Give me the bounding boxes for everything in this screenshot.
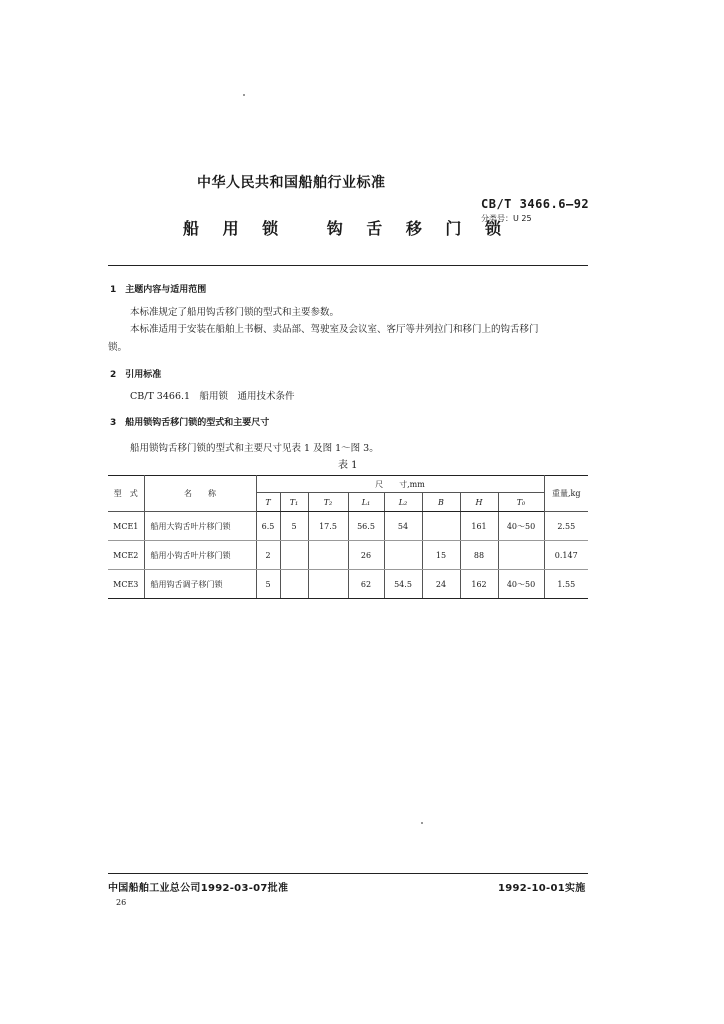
header-dim-col: T [256, 493, 280, 512]
section-2-heading: 2 引用标准 [110, 370, 162, 380]
header-weight: 重量,kg [544, 476, 588, 512]
cell-T0 [498, 541, 544, 570]
table-row [108, 570, 588, 599]
cell-weight: 0.147 [544, 541, 588, 570]
cell-T1 [280, 541, 308, 570]
cell-L2: 54.5 [384, 570, 422, 599]
cell-type: MCE3 [108, 570, 144, 599]
table-row [108, 512, 588, 541]
cell-L1: 26 [348, 541, 384, 570]
header-dim-col: L₂ [384, 493, 422, 512]
cell-T1: 5 [280, 512, 308, 541]
cell-B: 15 [422, 541, 460, 570]
cell-weight: 1.55 [544, 570, 588, 599]
cell-T: 6.5 [256, 512, 280, 541]
section-1-paragraph-2-continued: 锁。 [108, 342, 128, 353]
cell-H: 161 [460, 512, 498, 541]
scan-speck [243, 94, 245, 96]
table-row [108, 541, 588, 570]
cell-H: 88 [460, 541, 498, 570]
header-name: 名 称 [144, 476, 256, 512]
cell-L2: 54 [384, 512, 422, 541]
header-dim-col: T₀ [498, 493, 544, 512]
cell-L1: 62 [348, 570, 384, 599]
table-caption: 表 1 [338, 460, 358, 471]
cell-type: MCE1 [108, 512, 144, 541]
cell-T1 [280, 570, 308, 599]
header-dim-col: T₂ [308, 493, 348, 512]
page-number: 26 [116, 898, 127, 907]
implementation-date: 1992-10-01实施 [498, 883, 586, 894]
header-type: 型 式 [108, 476, 144, 512]
cell-T0: 40～50 [498, 570, 544, 599]
header-dim-col: B [422, 493, 460, 512]
cell-B [422, 512, 460, 541]
referenced-standard: CB/T 3466.1 船用锁 通用技术条件 [130, 391, 295, 402]
section-1-paragraph-2: 本标准适用于安装在船舶上书橱、卖品部、驾驶室及会议室、客厅等井列拉门和移门上的钩舌移门 [130, 324, 539, 335]
section-3-intro: 船用锁钩舌移门锁的型式和主要尺寸见表 1 及图 1～图 3。 [130, 443, 379, 454]
dimensions-table [108, 475, 588, 599]
header-dim-col: T₁ [280, 493, 308, 512]
cell-weight: 2.55 [544, 512, 588, 541]
classification-number: 分类号：U 25 [481, 214, 532, 223]
document-title: 船 用 锁 钩 舌 移 门 锁 [183, 219, 510, 238]
cell-T0: 40～50 [498, 512, 544, 541]
cell-H: 162 [460, 570, 498, 599]
cell-name: 船用钩舌调子移门锁 [144, 570, 256, 599]
cell-name: 船用大钩舌叶片移门锁 [144, 512, 256, 541]
cell-T2: 17.5 [308, 512, 348, 541]
section-1-heading: 1 主题内容与适用范围 [110, 285, 207, 295]
header-dim-col: H [460, 493, 498, 512]
cell-name: 船用小钩舌叶片移门锁 [144, 541, 256, 570]
scan-speck [421, 822, 423, 824]
header-dimensions: 尺 寸,mm [256, 476, 544, 493]
section-1-paragraph-1: 本标准规定了船用钩舌移门锁的型式和主要参数。 [130, 307, 340, 318]
cell-B: 24 [422, 570, 460, 599]
header-rule [108, 265, 588, 266]
cell-T2 [308, 570, 348, 599]
footer-rule [108, 873, 588, 874]
issuing-organization: 中华人民共和国船舶行业标准 [197, 175, 386, 191]
header-dim-col: L₁ [348, 493, 384, 512]
cell-L2 [384, 541, 422, 570]
standard-code: CB/T 3466.6—92 [481, 197, 590, 211]
cell-T: 2 [256, 541, 280, 570]
cell-L1: 56.5 [348, 512, 384, 541]
section-3-heading: 3 船用锁钩舌移门锁的型式和主要尺寸 [110, 418, 270, 428]
approval-line: 中国船舶工业总公司1992-03-07批准 [108, 883, 289, 894]
cell-T2 [308, 541, 348, 570]
cell-T: 5 [256, 570, 280, 599]
cell-type: MCE2 [108, 541, 144, 570]
